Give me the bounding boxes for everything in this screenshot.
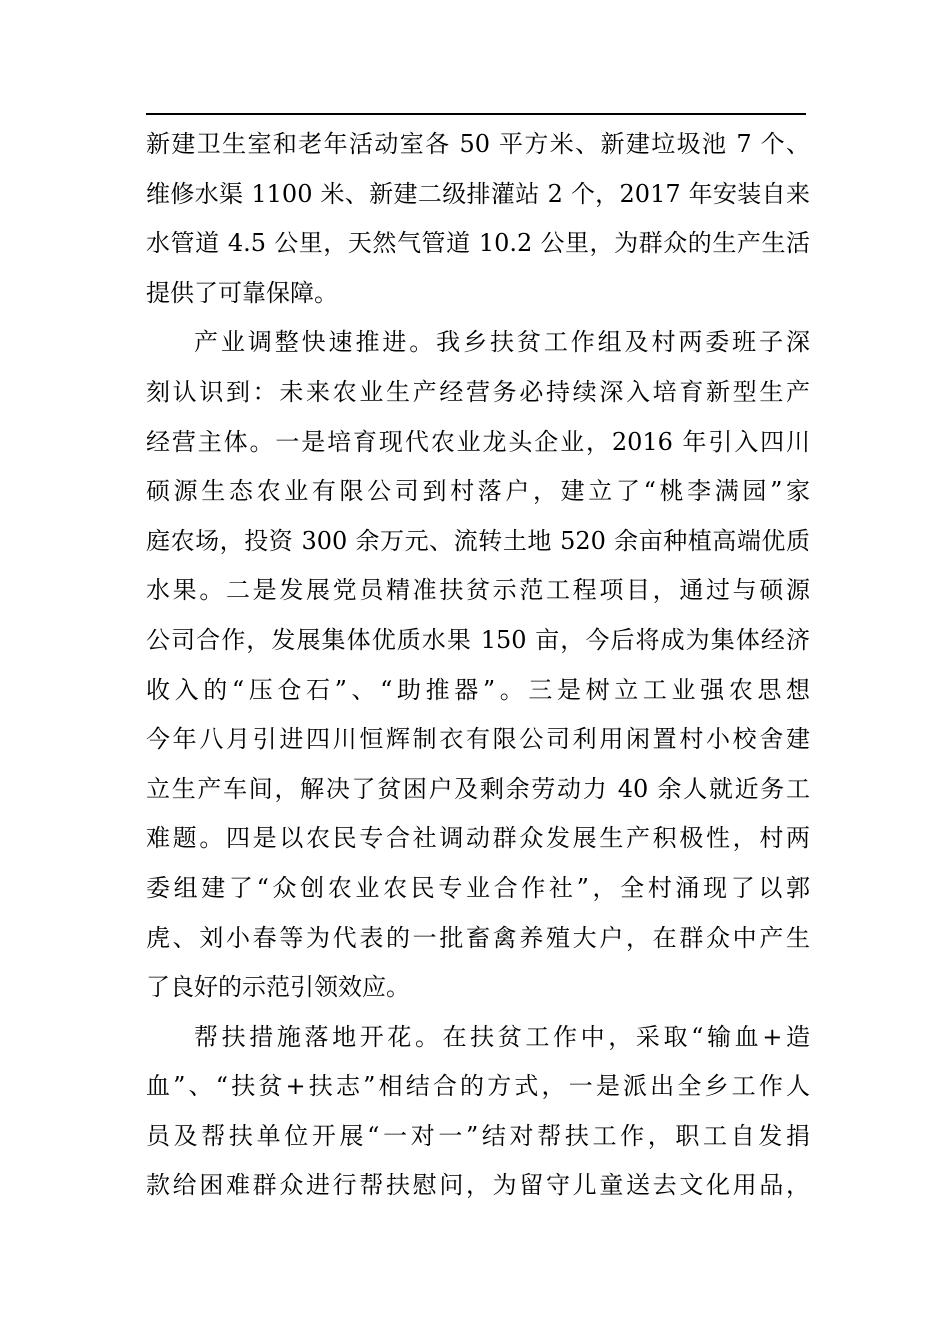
header-rule (146, 113, 806, 115)
text-line: 血”、“扶贫+扶志”相结合的方式，一是派出全乡工作人 (146, 1072, 810, 1101)
text-line: 新建卫生室和老年活动室各 50 平方米、新建垃圾池 7 个、 (146, 130, 810, 158)
text-line: 难题。四是以农民专合社调动群众发展生产积极性，村两 (146, 824, 810, 853)
text-line: 款给困难群众进行帮扶慰问，为留守儿童送去文化用品， (146, 1171, 810, 1200)
text-line: 今年八月引进四川恒辉制衣有限公司利用闲置村小校舍建 (146, 725, 810, 754)
text-line: 立生产车间，解决了贫困户及剩余劳动力 40 余人就近务工 (146, 774, 810, 803)
text-line: 经营主体。一是培育现代农业龙头企业，2016 年引入四川 (146, 427, 810, 456)
paragraph-heading-line: 帮扶措施落地开花。在扶贫工作中，采取“输血+造 (194, 1022, 810, 1051)
text-line: 提供了可靠保障。 (146, 278, 338, 307)
text-line: 维修水渠 1100 米、新建二级排灌站 2 个，2017 年安装自来 (146, 179, 810, 208)
text-line: 硕源生态农业有限公司到村落户，建立了“桃李满园”家 (146, 477, 810, 506)
text-line: 庭农场，投资 300 余万元、流转土地 520 余亩种植高端优质 (146, 526, 810, 555)
text-line: 刻认识到：未来农业生产经营务必持续深入培育新型生产 (146, 377, 810, 406)
text-line: 了良好的示范引领效应。 (146, 973, 410, 1002)
text-line: 公司合作，发展集体优质水果 150 亩，今后将成为集体经济 (146, 625, 810, 654)
text-line: 水果。二是发展党员精准扶贫示范工程项目，通过与硕源 (146, 576, 810, 605)
document-body (146, 120, 810, 1211)
text-line: 委组建了“众创农业农民专业合作社”，全村涌现了以郭 (146, 873, 810, 902)
paragraph-heading-line: 产业调整快速推进。我乡扶贫工作组及村两委班子深 (194, 328, 810, 357)
text-line: 收入的“压仓石”、“助推器”。三是树立工业强农思想 (146, 675, 810, 704)
text-line: 虎、刘小春等为代表的一批畜禽养殖大户，在群众中产生 (146, 923, 810, 952)
text-line: 水管道 4.5 公里，天然气管道 10.2 公里，为群众的生产生活 (146, 229, 810, 258)
text-line: 员及帮扶单位开展“一对一”结对帮扶工作，职工自发捐 (146, 1121, 810, 1150)
